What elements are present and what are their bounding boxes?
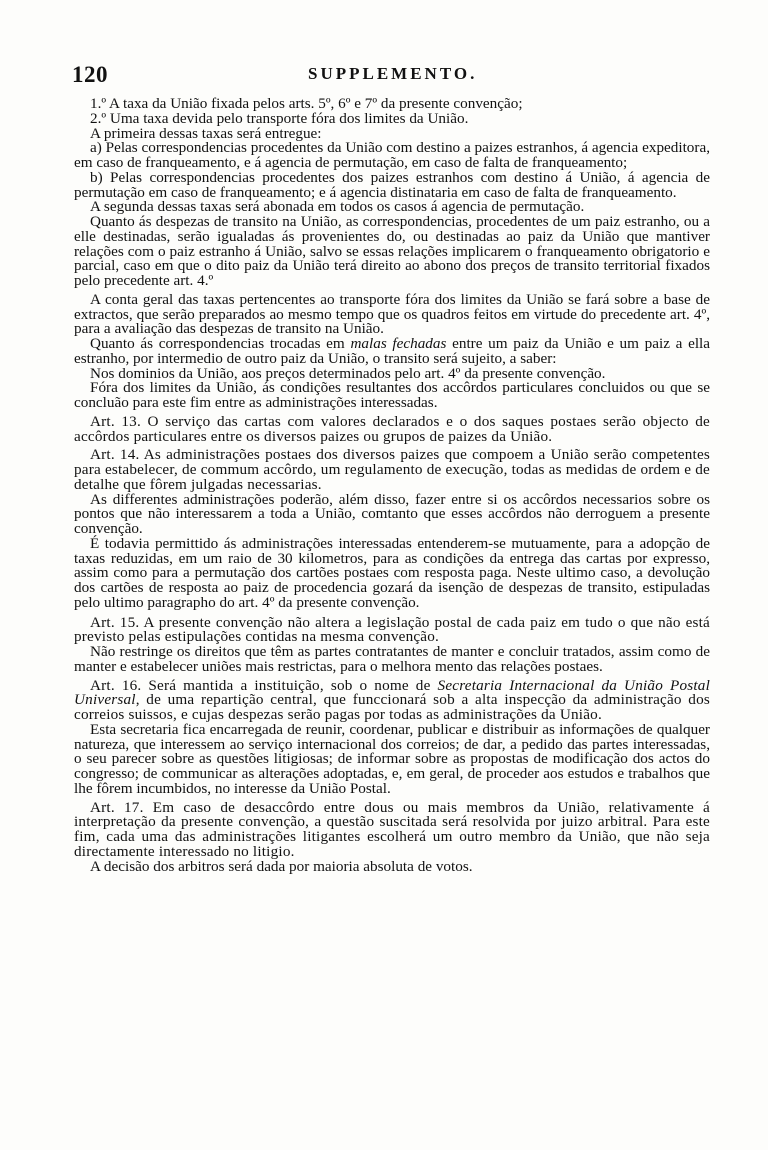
article-17: Art. 17. Em caso de desaccôrdo entre dous ou mais membros da União, relativamente á interpretação da presente convenção, a questão suscitada será resolvida por juizo arbitral. Para este fim, cada uma das administrações litigantes escolherá um outro membro da União, que não seja directamente interessado no litigio.: [74, 798, 710, 860]
paragraph-reduced-rates: É todavia permittido ás administrações interessadas entenderem-se mutuamente, para a adopção de taxas reduzidas, em um raio de 30 kilometros, para as condições da entrega das cartas por expresso, assim como para a permutação dos cartões postaes com resposta paga. Neste ultimo caso, a devolução dos cartões de resposta ao paiz de procedencia gozará da isenção de despezas de transito, estipuladas pelo ultimo paragrapho do art. 4º da presente convenção.: [74, 534, 710, 611]
paragraph-closed-mails: [74, 337, 710, 367]
paragraph-union-domains: Nos dominios da União, aos preços determinados pelo art. 4º da presente convenção.: [90, 364, 606, 382]
paragraph-transit-expenses: Quanto ás despezas de transito na União, as correspondencias, procedentes de um paiz estranho, ou a elle destinadas, serão igualadas ás provenientes do, ou destinadas ao paiz da União que mantiver relações com o paiz estranho á União, salvo se essas relações implicarem o franqueamento obrigatorio e parcial, caso em que o dito paiz da União terá direito ao abono dos preços de transito territorial fixados pelo precedente art. 4.º: [74, 213, 710, 289]
closed-mails-italic: malas fechadas: [350, 335, 447, 352]
page-header: [72, 62, 708, 92]
paragraph-secretariat: Esta secretaria fica encarregada de reunir, coordenar, publicar e distribuir as informações de qualquer natureza, que interessem ao serviço internacional dos correios; de dar, a pedido das partes interessadas, o seu parecer sobre as questões litigiosas; de informar sobre as propostas de modificação dos actos do congresso; de communicar as alterações adoptadas, e, em geral, de proceder aos estudos e trabalhos que lhe fôrem incumbidos, no interesse da União Postal.: [74, 720, 710, 797]
paragraph-first-tax: A primeira dessas taxas será entregue:: [90, 124, 322, 142]
closed-mails-text-end: entre um paiz da União e um paiz a ella estranho, por intermedio de outro paiz da União, o transito será sujeito, a saber:: [74, 335, 711, 367]
body-text: [74, 97, 710, 874]
article-14: Art. 14. As administrações postaes dos diversos paizes que compoem a União serão competentes para estabelecer, de commum accôrdo, um regulamento de execução, todas as medidas de ordem e de detalhe que fôrem julgadas necessarias.: [74, 446, 710, 493]
paragraph-agreements: As differentes administrações poderão, além disso, fazer entre si os accôrdos necessarios sobre os pontos que não interessarem a toda a União, comtanto que esses accôrdos não derroguem a presente convenção.: [74, 490, 710, 537]
article-13: Art. 13. O serviço das cartas com valores declarados e o dos saques postaes serão objecto de accôrdos particulares entre os diversos paizes ou grupos de paizes da União.: [74, 412, 710, 445]
article-16-text-start: Art. 16. Será mantida a instituição, sob o nome de: [90, 676, 438, 694]
article-16-text-end: , de uma repartição central, que funccionará sob a alta inspecção da administração dos correios suissos, e cujas despezas serão pagas por todas as administrações da União.: [74, 691, 710, 723]
paragraph-clause-a: a) Pelas correspondencias procedentes da União com destino a paizes estranhos, á agencia expeditora, em caso de franqueamento, e á agencia de permutação, em caso de falta de franqueamento;: [74, 139, 710, 171]
closed-mails-text-start: Quanto ás correspondencias trocadas em: [90, 335, 351, 352]
paragraph-second-tax: A segunda dessas taxas será abonada em todos os casos á agencia de permutação.: [90, 198, 585, 216]
page-number: 120: [72, 62, 108, 87]
paragraph-clause-b: b) Pelas correspondencias procedentes dos paizes estranhos com destino á União, á agencia de permutação em caso de franqueamento; e á agencia distinataria em caso de falta de franqueamento.: [74, 168, 710, 201]
paragraph-outside-limits: Fóra dos limites da União, ás condições resultantes dos accôrdos particulares concluidos ou que se concluão para este fim entre as administrações interessadas.: [74, 379, 710, 411]
article-16: [74, 676, 710, 723]
paragraph-item-2: 2.º Uma taxa devida pelo transporte fóra dos limites da União.: [90, 109, 469, 127]
article-15: Art. 15. A presente convenção não altera a legislação postal de cada paiz em tudo o que não está previsto pelas estipulações contidas na mesma convenção.: [74, 613, 710, 646]
paragraph-item-1: 1.º A taxa da União fixada pelos arts. 5º, 6º e 7º da presente convenção;: [90, 95, 523, 112]
paragraph-arbitration-decision: A decisão dos arbitros será dada por maioria absoluta de votos.: [90, 857, 473, 875]
paragraph-general-account: A conta geral das taxas pertencentes ao transporte fóra dos limites da União se fará sobre a base de extractos, que serão preparados ao mesmo tempo que os quadros feitos em virtude do precedente art. 4º, para a avaliação das despezas de transito na União.: [74, 290, 710, 338]
article-16-italic: Secretaria Internacional da União Postal Universal: [74, 676, 710, 709]
paragraph-treaties: Não restringe os direitos que têm as partes contratantes de manter e concluir tratados, assim como de manter e estabelecer uniões mais restrictas, para o melhora mento das relações postaes.: [74, 643, 710, 675]
running-head: SUPPLEMENTO.: [308, 64, 478, 83]
